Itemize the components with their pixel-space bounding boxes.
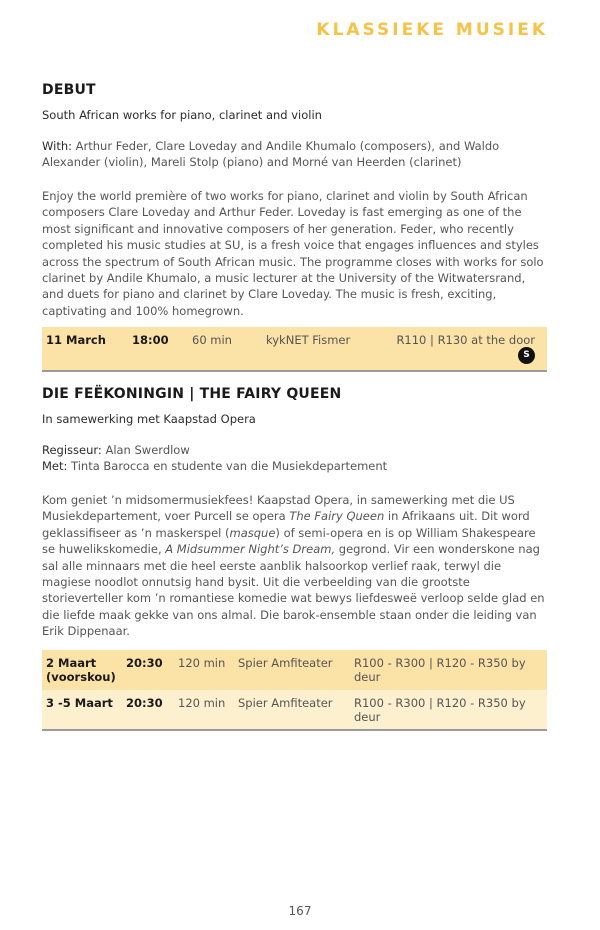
event-description <box>42 188 547 319</box>
credit-text: Tinta Barocca en studente van die Musiekdepartement <box>71 459 388 473</box>
section-header: KLASSIEKE MUSIEK <box>316 20 548 40</box>
description-text: Enjoy the world première of two works for piano, clarinet and violin by South African composers Clare Loveday and Arthur Feder. Loveday is fast emerging as one of the most significant and innovative composers of her generation. Feder, who recently completed his music studies at SU, is a fresh voice that engages influences and styles across the spectrum of South African music. The programme closes with works for solo clarinet by Andile Khumalo, a music lecturer at the University of the Witwatersrand, and duets for piano and clarinet by Clare Loveday. The music is fresh, exciting, captivating and 100% homegrown. <box>42 189 544 318</box>
event-description <box>42 492 547 640</box>
performance-venue: Spier Amfiteater <box>238 655 333 670</box>
credit-line <box>42 458 547 474</box>
credit-label: With: <box>42 139 72 153</box>
performance-table <box>42 650 547 730</box>
performance-row <box>42 650 547 690</box>
performance-price: R100 - R300 | R120 - R350 by deur <box>354 695 526 724</box>
event-fairy-queen <box>42 386 547 730</box>
description-italic: The Fairy Queen <box>289 509 385 524</box>
description-text: in Afrikaans uit. Dit word geklassifiseer as ’n maskerspel ( <box>42 509 530 540</box>
performance-duration: 60 min <box>192 333 232 348</box>
performance-time: 20:30 <box>126 695 163 710</box>
performance-time: 20:30 <box>126 655 163 670</box>
section-divider <box>42 729 547 731</box>
event-title: DIE FEËKONINGIN | THE FAIRY QUEEN <box>42 386 342 402</box>
event-credits <box>42 138 547 170</box>
performance-row <box>42 690 547 730</box>
performance-price: R100 - R300 | R120 - R350 by deur <box>354 655 526 684</box>
performance-date: 3 -5 Maart <box>46 695 113 710</box>
credit-text: Alan Swerdlow <box>105 443 190 457</box>
event-title: DEBUT <box>42 82 96 98</box>
credit-label: Met: <box>42 459 68 473</box>
student-badge-icon: S <box>518 347 535 364</box>
performance-date: 2 Maart (voorskou) <box>46 655 116 684</box>
performance-table <box>42 327 547 370</box>
credit-line <box>42 442 547 458</box>
credit-line <box>42 138 547 170</box>
event-debut <box>42 82 547 370</box>
performance-price-cell <box>378 327 547 370</box>
description-italic: A Midsummer Night’s Dream, <box>165 542 336 557</box>
performance-price: R110 | R130 at the door <box>396 333 535 348</box>
performance-duration: 120 min <box>178 695 226 710</box>
section-divider <box>42 370 547 372</box>
performance-venue: Spier Amfiteater <box>238 695 333 710</box>
performance-date: 11 March <box>46 333 106 348</box>
description-text: ) of semi-opera en is op William Shakespeare se huwelikskomedie, <box>42 525 536 557</box>
credit-label: Regisseur: <box>42 443 102 457</box>
credit-text: Arthur Feder, Clare Loveday and Andile Khumalo (composers), and Waldo Alexander (violin), Mareli Stolp (piano) and Morné van Heerden (clarinet) <box>42 139 500 169</box>
performance-row <box>42 327 547 370</box>
event-credits <box>42 442 547 474</box>
performance-venue: kykNET Fismer <box>266 333 351 348</box>
performance-time: 18:00 <box>132 333 169 348</box>
description-italic: masque <box>229 525 276 540</box>
event-subtitle: South African works for piano, clarinet and violin <box>42 108 322 122</box>
performance-duration: 120 min <box>178 655 226 670</box>
event-subtitle: In samewerking met Kaapstad Opera <box>42 412 256 426</box>
description-text: Kom geniet ’n midsomermusiekfees! Kaapstad Opera, in samewerking met die US Musiekdepartement, voer Purcell se opera <box>42 493 515 524</box>
page-number: 167 <box>288 904 312 918</box>
description-text: gegrond. Vir een wonderskone nag sal alle minnaars met die heel eerste aanblik halsoorkop verlief raak, terwyl die magiese noodlot onnutsig hand bysit. Uit die verbeelding van die grootste storieverteller kom ’n romantiese komedie wat bewys liefdesweë verloop selde glad en die liefde maak gekke van ons almal. Die barok-ensemble staan onder die leiding van Erik Dippenaar. <box>42 542 545 639</box>
